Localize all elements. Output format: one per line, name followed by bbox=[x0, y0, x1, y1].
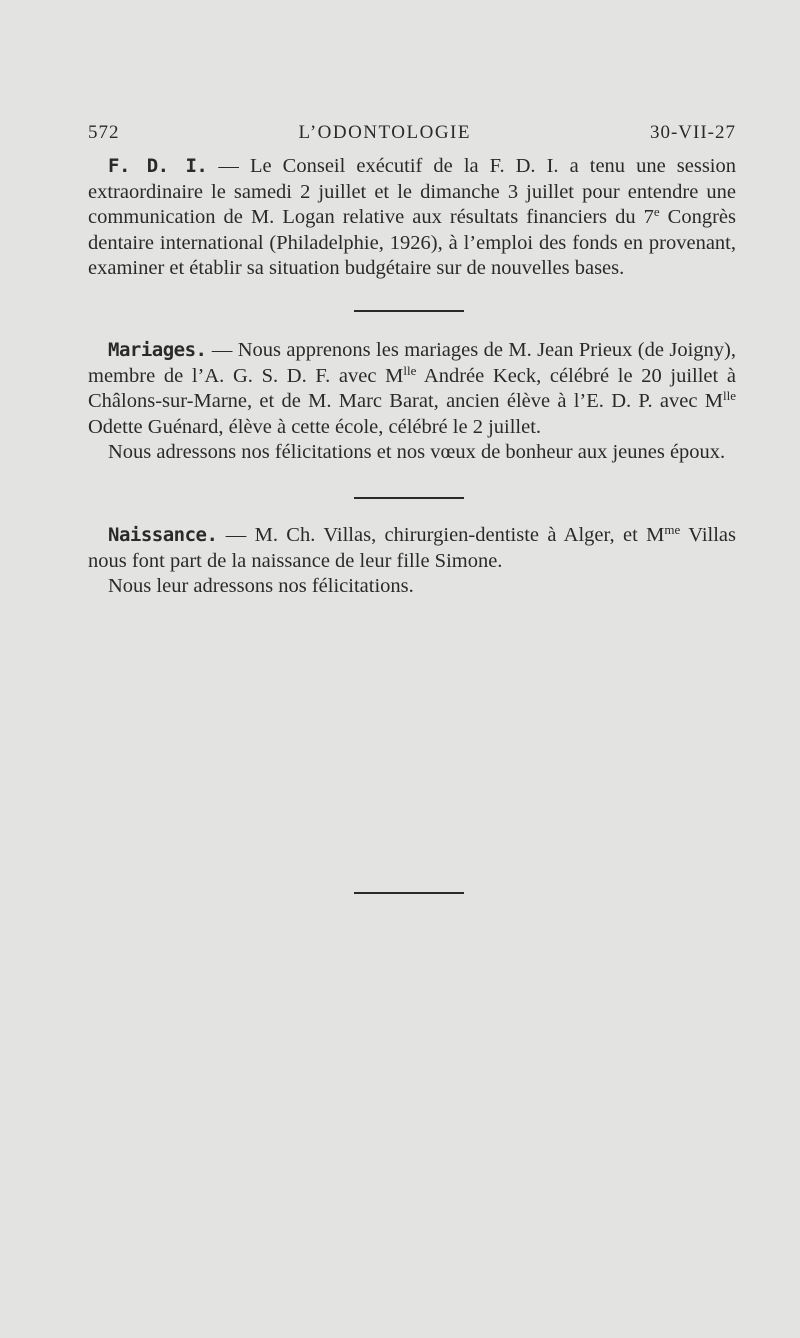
naissance-text-part-1: — M. Ch. Villas, chirurgien-dentiste à Alger, et M bbox=[217, 523, 665, 546]
naissance-paragraph bbox=[88, 523, 736, 574]
mariages-text-part-1: — Nous apprenons les mariages de M. Jean Prieux (de Joigny), membre de l’A. G. S. D. F. avec M bbox=[88, 338, 736, 387]
mariages-superscript-1: lle bbox=[403, 362, 417, 378]
mariages-rubric: Mariages. bbox=[108, 338, 207, 361]
mariages-text-part-3: Odette Guénard, élève à cette école, célébré le 2 juillet. bbox=[88, 415, 542, 438]
mariages-text-part-2: Andrée Keck, célébré le 20 juillet à Châlons-sur-Marne, et de M. Marc Barat, ancien élève à l’E. D. P. avec M bbox=[88, 364, 736, 413]
document-page bbox=[88, 122, 736, 600]
section-divider bbox=[354, 310, 464, 312]
fdi-rubric: F. D. I. bbox=[108, 155, 208, 177]
naissance-superscript: me bbox=[664, 521, 681, 537]
issue-date: 30-VII-27 bbox=[649, 122, 736, 143]
fdi-superscript: e bbox=[653, 204, 660, 220]
fdi-text-part-1: — Le Conseil exécutif de la F. D. I. a tenu une session extraordinaire le samedi 2 juillet et le dimanche 3 juillet pour entendre une communication de M. Logan relative aux résultats financiers du 7 bbox=[88, 155, 736, 229]
page-number: 572 bbox=[88, 122, 120, 143]
naissance-paragraph-2: Nous leur adressons nos félicitations. bbox=[108, 575, 414, 598]
end-divider bbox=[354, 892, 464, 894]
section-divider bbox=[354, 497, 464, 499]
journal-title: L’ODONTOLOGIE bbox=[298, 122, 471, 143]
naissance-text-part-2: Villas nous font part de la naissance de leur fille Simone. bbox=[88, 523, 736, 572]
mariages-paragraph-2: Nous adressons nos félicitations et nos vœux de bonheur aux jeunes époux. bbox=[108, 441, 726, 464]
mariages-superscript-2: lle bbox=[723, 388, 736, 404]
fdi-paragraph bbox=[88, 154, 736, 282]
running-header bbox=[88, 122, 736, 154]
fdi-text-part-2: Congrès dentaire international (Philadelphie, 1926), à l’emploi des fonds en provenant, examiner et établir sa situation budgétaire sur de nouvelles bases. bbox=[88, 206, 737, 280]
naissance-rubric: Naissance. bbox=[108, 523, 218, 546]
mariages-paragraph bbox=[88, 338, 736, 440]
